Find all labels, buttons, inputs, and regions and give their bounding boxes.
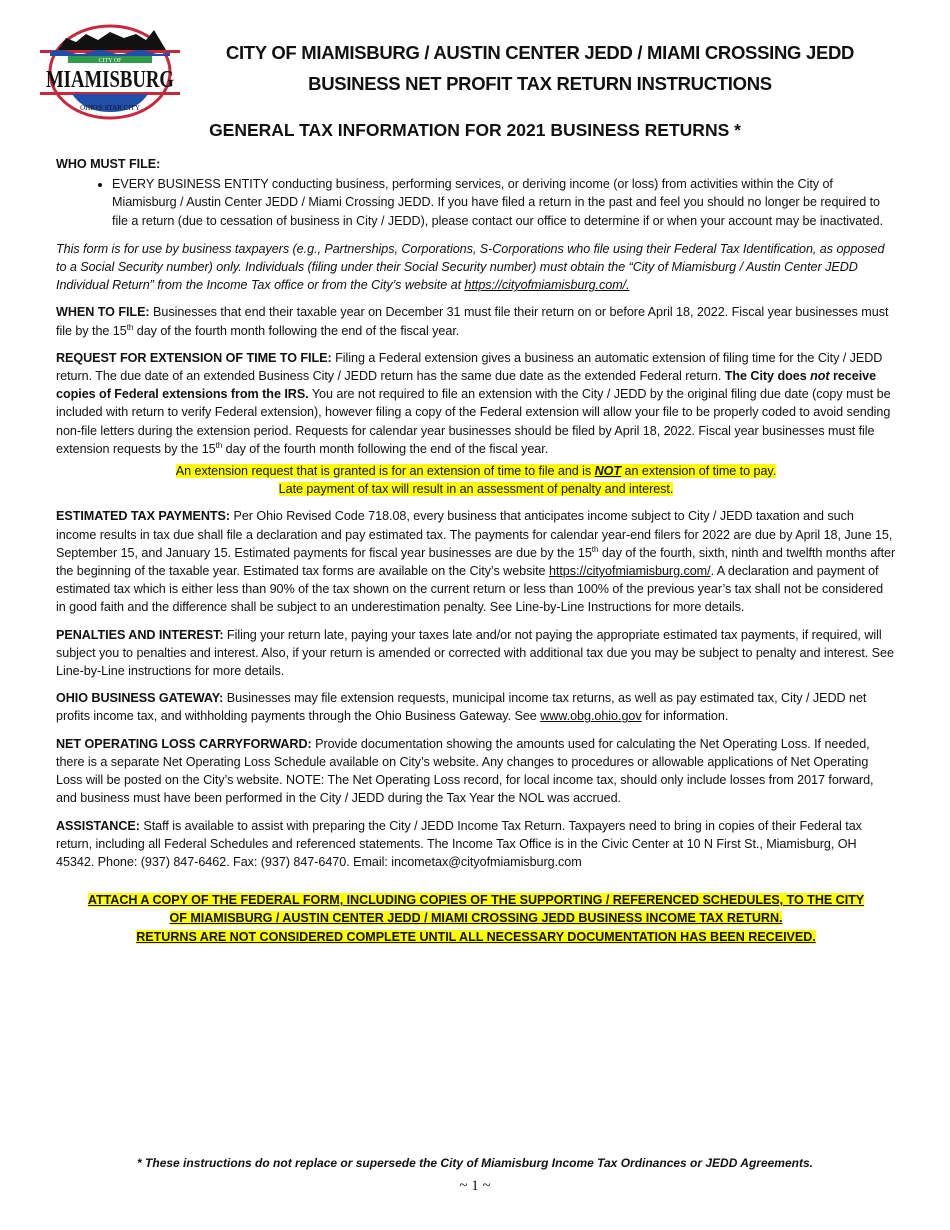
- extension-notice: [56, 462, 896, 498]
- gateway-text: Businesses may file extension requests, municipal income tax returns, as well as pay estimated tax, City / JEDD net profits income tax, and withholding payments through the Ohio Business Gateway. See: [56, 691, 867, 724]
- obg-link[interactable]: www.obg.ohio.gov: [540, 709, 642, 724]
- penalties-paragraph: [56, 626, 896, 681]
- attach-line: ATTACH A COPY OF THE FEDERAL FORM, INCLUDING COPIES OF THE SUPPORTING / REFERENCED SCHEDULES, TO THE CITY: [87, 893, 865, 908]
- document-title-line2: BUSINESS NET PROFIT TAX RETURN INSTRUCTIONS: [308, 73, 772, 94]
- logo-name: MIAMISBURG: [46, 67, 175, 93]
- extension-label: REQUEST FOR EXTENSION OF TIME TO FILE:: [56, 350, 332, 365]
- estimated-label: ESTIMATED TAX PAYMENTS:: [56, 509, 231, 524]
- extension-paragraph: [56, 349, 896, 458]
- attach-notice: [56, 891, 896, 946]
- penalties-label: PENALTIES AND INTEREST:: [56, 627, 224, 642]
- assistance-label: ASSISTANCE:: [56, 818, 140, 833]
- when-to-file-label: WHEN TO FILE:: [56, 305, 150, 320]
- extension-bold-italic: not: [810, 369, 830, 384]
- gateway-text: for information.: [641, 709, 729, 724]
- superscript: th: [126, 322, 134, 332]
- when-text: day of the fourth month following the end of the fiscal year.: [133, 323, 460, 338]
- penalties-text: Filing your return late, paying your taxes late and/or not paying the appropriate estimated tax payments, if required, will subject you to penalties and interest. Also, if your return is amended or corrected with additional tax due you may be subject to penalty and interest. See Line-by-Line instructions for more details.: [56, 627, 894, 679]
- document-title-line1: CITY OF MIAMISBURG / AUSTIN CENTER JEDD / MIAMI CROSSING JEDD: [225, 42, 855, 63]
- gateway-paragraph: [56, 689, 896, 725]
- attach-line: RETURNS ARE NOT CONSIDERED COMPLETE UNTIL ALL NECESSARY DOCUMENTATION HAS BEEN RECEIVED.: [136, 929, 816, 944]
- nol-text: Provide documentation showing the amounts used for calculating the Net Operating Loss. If needed, there is a separate Net Operating Loss Schedule available on City’s website. Any changes to procedures or allowable applications of Net Operating Loss will be posted on the City’s website. NOTE: The Net Operating Loss record, for local income tax, should only include losses from 2017 forward, and business must have been performed in the City / JEDD during the Tax Year the NOL was accrued.: [56, 736, 874, 806]
- page-number: ~ 1 ~: [459, 1178, 491, 1194]
- extension-text: Filing a Federal extension gives a business an automatic extension of filing time for the City / JEDD return. The due date of an extended Business City / JEDD return has the same due date as the extended Federal return.: [56, 350, 883, 384]
- estimated-text: day of the fourth, sixth, ninth and twelfth months after the beginning of the taxable year. Estimated tax forms are available on the City’s website: [56, 545, 896, 579]
- city-website-link[interactable]: https://cityofmiamisburg.com/: [548, 564, 711, 579]
- notice-emphasis: NOT: [594, 464, 622, 479]
- who-must-file-label: WHO MUST FILE:: [56, 157, 161, 171]
- notice-text: Late payment of tax will result in an assessment of penalty and interest.: [278, 482, 674, 497]
- extension-bold: receive copies of Federal extensions from the IRS.: [56, 369, 877, 402]
- form-use-text: This form is for use by business taxpayers (e.g., Partnerships, Corporations, S-Corporations who file using their Federal Tax Identification, as opposed to a Social Security number) only. Individuals (filing under their Social Security number) must obtain the “City of Miamisburg / Austin Center JEDD Individual Return” from the Income Tax office or from the City’s website at: [56, 241, 885, 293]
- attach-line: OF MIAMISBURG / AUSTIN CENTER JEDD / MIAMI CROSSING JEDD BUSINESS INCOME TAX RETURN.: [169, 911, 783, 926]
- disclaimer-footer: * These instructions do not replace or supersede the City of Miamisburg Income Tax Ordinances or JEDD Agreements.: [137, 1156, 813, 1170]
- superscript: th: [591, 544, 599, 554]
- logo-tagline: OHIO'S STAR CITY: [80, 104, 140, 112]
- estimated-paragraph: [56, 507, 896, 616]
- extension-bold: The City does: [724, 369, 811, 384]
- extension-text: day of the fourth month following the end of the fiscal year.: [222, 441, 549, 456]
- gateway-label: OHIO BUSINESS GATEWAY:: [56, 691, 224, 706]
- form-use-paragraph: [56, 240, 896, 295]
- section-heading: GENERAL TAX INFORMATION FOR 2021 BUSINESS RETURNS *: [209, 120, 741, 140]
- logo-top-text: CITY OF: [98, 58, 122, 64]
- nol-paragraph: [56, 735, 896, 808]
- who-must-file-list: [56, 175, 896, 230]
- list-item: • EVERY BUSINESS ENTITY conducting business, performing services, or deriving income (or loss) from activities within the City of Miamisburg / Austin Center JEDD / Miami Crossing JEDD. If you have filed a return in the past and feel you should no longer be required to file a return (due to cessation of business in City / JEDD), please contact our office to determine if or when your account may be inactivated.: [112, 175, 896, 230]
- when-to-file-paragraph: [56, 303, 896, 339]
- city-website-link[interactable]: https://cityofmiamisburg.com/.: [464, 278, 630, 293]
- when-text: Businesses that end their taxable year on December 31 must file their return on or before April 18, 2022. Fiscal year businesses must file by the 15: [56, 305, 889, 338]
- nol-label: NET OPERATING LOSS CARRYFORWARD:: [56, 736, 312, 751]
- city-logo: [36, 20, 184, 120]
- assistance-text: Staff is available to assist with preparing the City / JEDD Income Tax Return. Taxpayers need to bring in copies of their Federal tax return, including all Federal Schedules and referenced statements. The Income Tax Office is in the Civic Center at 10 N First St., Miamisburg, OH 45342. Phone: (937) 847-6462. Fax: (937) 847-6470. Email: incometax@cityofmiamisburg.com: [56, 818, 862, 869]
- document-body: [56, 155, 896, 946]
- notice-text: an extension of time to pay.: [621, 464, 777, 479]
- superscript: th: [215, 440, 223, 450]
- estimated-text: . A declaration and payment of estimated tax which is either less than 90% of the tax shown on the current return or less than 100% of the previous year’s tax shall not be considered in good faith and the difference shall be subject to an underestimation penalty. See Line-by-Line Instructions for more details.: [56, 564, 884, 615]
- estimated-text: Per Ohio Revised Code 718.08, every business that anticipates income subject to City / JEDD taxation and such income results in tax due shall file a declaration and pay estimated tax. The payments for calendar year-end filers for 2022 are due by April 18, June 15, September 15, and January 15. Estimated payments for fiscal year businesses are due by the 15: [56, 509, 893, 560]
- notice-text: An extension request that is granted is for an extension of time to file and is: [175, 464, 595, 479]
- assistance-paragraph: [56, 817, 896, 872]
- extension-text: You are not required to file an extension with the City / JEDD by the original filing due date (copy must be included with return to verify Federal extension), however filing a copy of the Federal extension will allow your file to be properly coded to avoid sending non-file letters during the extension period. Requests for calendar year businesses should be filed by April 18, 2022. Fiscal year businesses must file extension requests by the 15: [56, 387, 891, 456]
